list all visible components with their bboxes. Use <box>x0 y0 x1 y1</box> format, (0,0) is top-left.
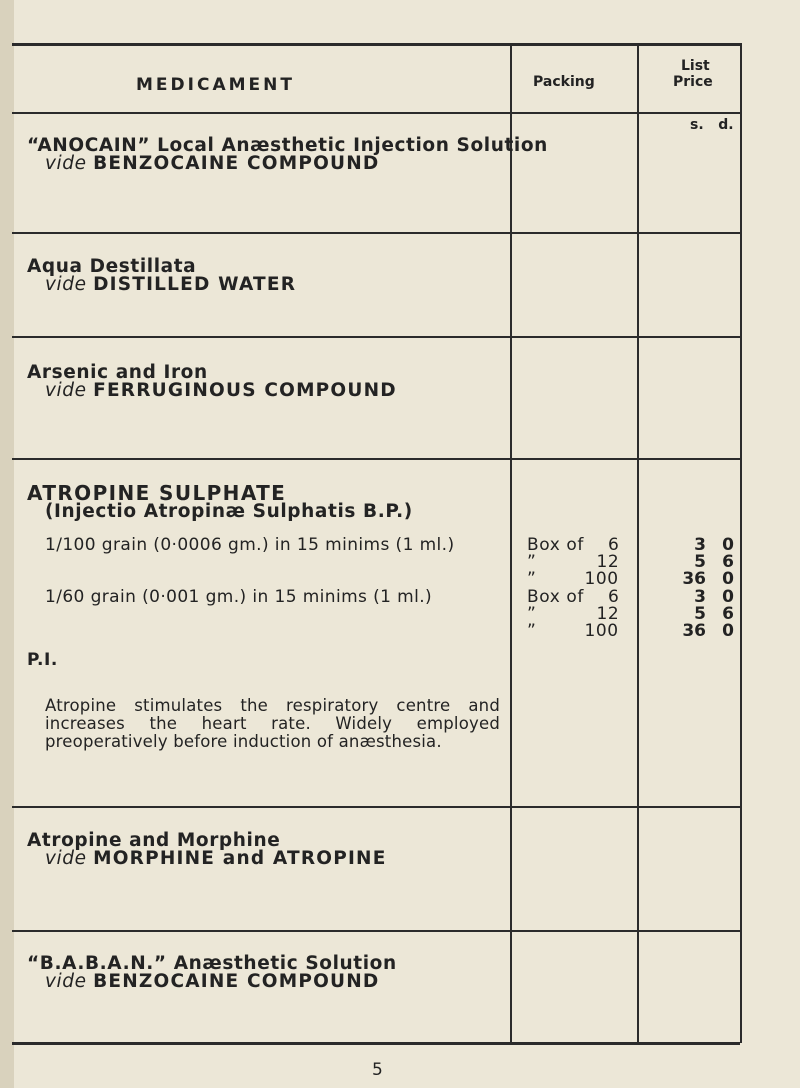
packing-cell: ” 12 <box>527 552 620 572</box>
right-border <box>740 43 742 1043</box>
packing-cell: ” 100 <box>527 621 619 641</box>
entry-title: Aqua Destillata <box>27 256 197 277</box>
price-pence: 0 <box>722 535 734 555</box>
entry-title: Atropine and Morphine <box>27 830 281 851</box>
packing-cell: ” 100 <box>527 569 619 589</box>
price-shillings: 36 <box>682 621 706 641</box>
price-pence: 0 <box>722 621 734 641</box>
price-shillings: 3 <box>694 535 706 555</box>
price-shillings: 3 <box>694 587 706 607</box>
bottom-rule <box>12 1042 740 1045</box>
price-pence: 6 <box>722 552 734 572</box>
entry-vide: vide MORPHINE and ATROPINE <box>45 848 387 869</box>
atropine-description: Atropine stimulates the respiratory centre and increases the heart rate. Widely employed preoperatively before induction of anæsthesia. <box>45 696 500 751</box>
price-shillings: 5 <box>694 552 706 572</box>
header-rule <box>12 112 740 114</box>
divider-2 <box>12 336 740 338</box>
entry-title: “B.A.B.A.N.” Anæsthetic Solution <box>27 953 397 974</box>
divider-3 <box>12 458 740 460</box>
divider-1 <box>12 232 740 234</box>
price-shillings: 5 <box>694 604 706 624</box>
entry-vide: vide BENZOCAINE COMPOUND <box>45 971 380 992</box>
header-price: Price <box>673 74 713 90</box>
entry-vide: vide FERRUGINOUS COMPOUND <box>45 380 397 401</box>
header-packing: Packing <box>533 74 595 90</box>
pi-label: P.I. <box>27 650 58 670</box>
entry-vide: vide BENZOCAINE COMPOUND <box>45 153 380 174</box>
price-pence: 6 <box>722 604 734 624</box>
dose-line: 1/60 grain (0·001 gm.) in 15 minims (1 ml.) <box>45 587 433 607</box>
top-rule <box>12 43 740 46</box>
divider-4 <box>12 806 740 808</box>
atropine-subtitle: (Injectio Atropinæ Sulphatis B.P.) <box>45 501 413 522</box>
header-list: List <box>681 58 710 74</box>
price-pence: 0 <box>722 587 734 607</box>
entry-title: “ANOCAIN” Local Anæsthetic Injection Solution <box>27 135 548 156</box>
column-divider-price <box>637 43 639 1042</box>
packing-cell: ” 12 <box>527 604 620 624</box>
packing-cell: Box of 6 <box>527 587 620 607</box>
header-medicament: MEDICAMENT <box>136 75 295 95</box>
entry-vide: vide DISTILLED WATER <box>45 274 297 295</box>
dose-line: 1/100 grain (0·0006 gm.) in 15 minims (1 ml.) <box>45 535 455 555</box>
packing-cell: Box of 6 <box>527 535 620 555</box>
price-pence: 0 <box>722 569 734 589</box>
divider-5 <box>12 930 740 932</box>
page-number: 5 <box>372 1060 383 1080</box>
header-currency: s. d. <box>690 117 734 133</box>
page-edge <box>0 0 14 1088</box>
column-divider-packing <box>510 43 512 1042</box>
price-shillings: 36 <box>682 569 706 589</box>
entry-title: Arsenic and Iron <box>27 362 208 383</box>
atropine-title: ATROPINE SULPHATE <box>27 481 287 505</box>
